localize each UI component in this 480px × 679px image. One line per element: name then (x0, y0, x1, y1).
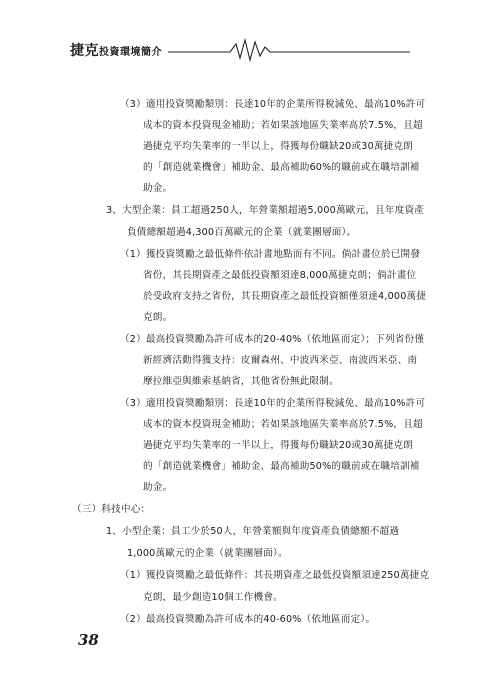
text-line: 助金。 (143, 482, 173, 493)
text-line: 負債總額超過4,300百萬歐元的企業（就業團層面）。 (127, 227, 357, 238)
text-line: 1,000萬歐元的企業（就業團層面）。 (127, 548, 288, 559)
text-line: 省份，其長期資產之最低投資額須達8,000萬捷克朗；倘計畫位 (143, 270, 417, 281)
text-line: （1）獲投資獎勵之最低條件依計畫地點而有不同。倘計畫位於已開發 (120, 249, 421, 260)
text-line: （2）最高投資獎勵為許可成本的20-40%（依地區而定）；下列省份僅 (120, 334, 425, 345)
page-number: 38 (78, 631, 99, 649)
text-line: 成本的資本投資現金補助；若如果該地區失業率高於7.5%，且超 (143, 419, 423, 430)
text-line: （3）適用投資獎勵類別：長達10年的企業所得稅減免、最高10%許可 (120, 99, 426, 110)
text-line: （3）適用投資獎勵類別：長達10年的企業所得稅減免、最高10%許可 (120, 398, 426, 409)
heartbeat-line-icon (168, 34, 410, 64)
text-line: （2）最高投資獎勵為許可成本的40-60%（依地區而定）。 (120, 614, 376, 625)
header-title-main: 捷克 (70, 43, 99, 59)
text-line: 克朗，最少創造10個工作機會。 (143, 592, 283, 603)
header-title (70, 40, 162, 60)
text-line: 成本的資本投資現金補助；若如果該地區失業率高於7.5%，且超 (143, 120, 423, 131)
running-header (70, 34, 410, 64)
text-line: （三）科技中心： (72, 504, 151, 515)
text-line: 於受政府支持之省份，其長期資產之最低投資額僅須達4,000萬捷 (143, 291, 427, 302)
text-line: 過捷克平均失業率的一半以上，得獲每份職缺20或30萬捷克朗 (143, 440, 414, 451)
text-line: 1、小型企業：員工少於50人，年營業額與年度資產負債總額不超過 (106, 526, 400, 537)
header-title-sub: 投資環境簡介 (99, 47, 162, 58)
text-line: 的「創造就業機會」補助金、最高補助60%的職前或在職培訓補 (143, 162, 420, 173)
text-line: 的「創造就業機會」補助金、最高補助50%的職前或在職培訓補 (143, 461, 420, 472)
text-line: 克朗。 (143, 312, 173, 323)
text-line: （1）獲投資獎勵之最低條件：其長期資產之最低投資額須達250萬捷克 (120, 570, 430, 581)
text-line: 過捷克平均失業率的一半以上，得獲每份職缺20或30萬捷克朗 (143, 141, 414, 152)
text-line: 新經濟活動得獲支持：皮爾森州、中波西米亞、南波西米亞、南 (143, 355, 418, 366)
text-line: 助金。 (143, 183, 173, 194)
text-line: 摩拉維亞與維索基納省，其他省份無此限制。 (143, 376, 339, 387)
text-line: 3、大型企業：員工超過250人，年營業額超過5,000萬歐元，且年度資產 (106, 205, 425, 216)
